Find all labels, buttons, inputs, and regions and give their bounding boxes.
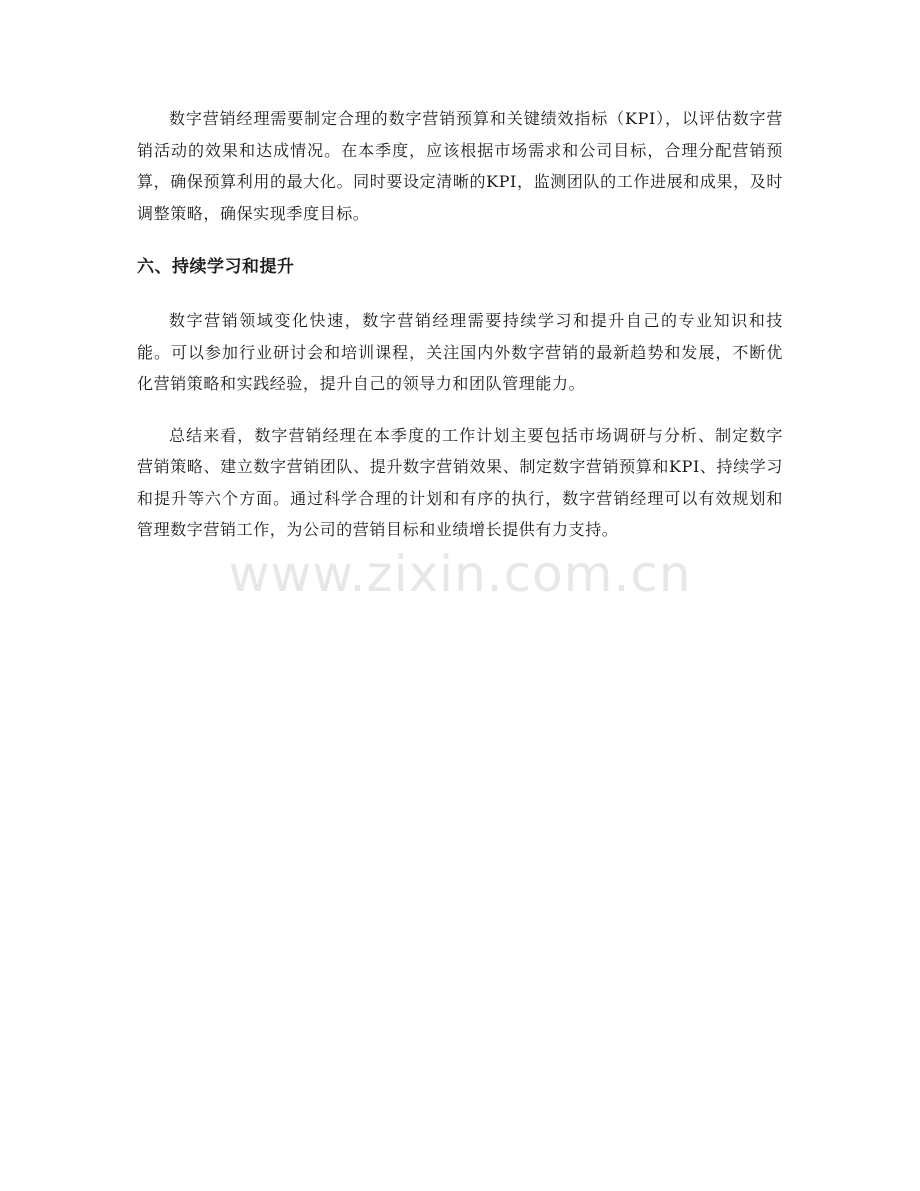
- section-heading-learning: 六、持续学习和提升: [137, 257, 295, 277]
- paragraph-summary: 总结来看，数字营销经理在本季度的工作计划主要包括市场调研与分析、制定数字营销策略、建立数字营销团队、提升数字营销效果、制定数字营销预算和KPI、持续学习和提升等六个方面。通过科学合理的计划和有序的执行，数字营销经理可以有效规划和管理数字营销工作，为公司的营销目标和业绩增长提供有力支持。: [137, 425, 783, 539]
- paragraph-learning: 数字营销领域变化快速，数字营销经理需要持续学习和提升自己的专业知识和技能。可以参加行业研讨会和培训课程，关注国内外数字营销的最新趋势和发展，不断优化营销策略和实践经验，提升自己的领导力和团队管理能力。: [137, 311, 783, 393]
- paragraph-kpi: 数字营销经理需要制定合理的数字营销预算和关键绩效指标（KPI），以评估数字营销活动的效果和达成情况。在本季度，应该根据市场需求和公司目标，合理分配营销预算，确保预算利用的最大化。同时要设定清晰的KPI，监测团队的工作进展和成果，及时调整策略，确保实现季度目标。: [137, 109, 783, 223]
- watermark: www.zixin.com.cn: [228, 545, 692, 603]
- document-body: [137, 103, 783, 546]
